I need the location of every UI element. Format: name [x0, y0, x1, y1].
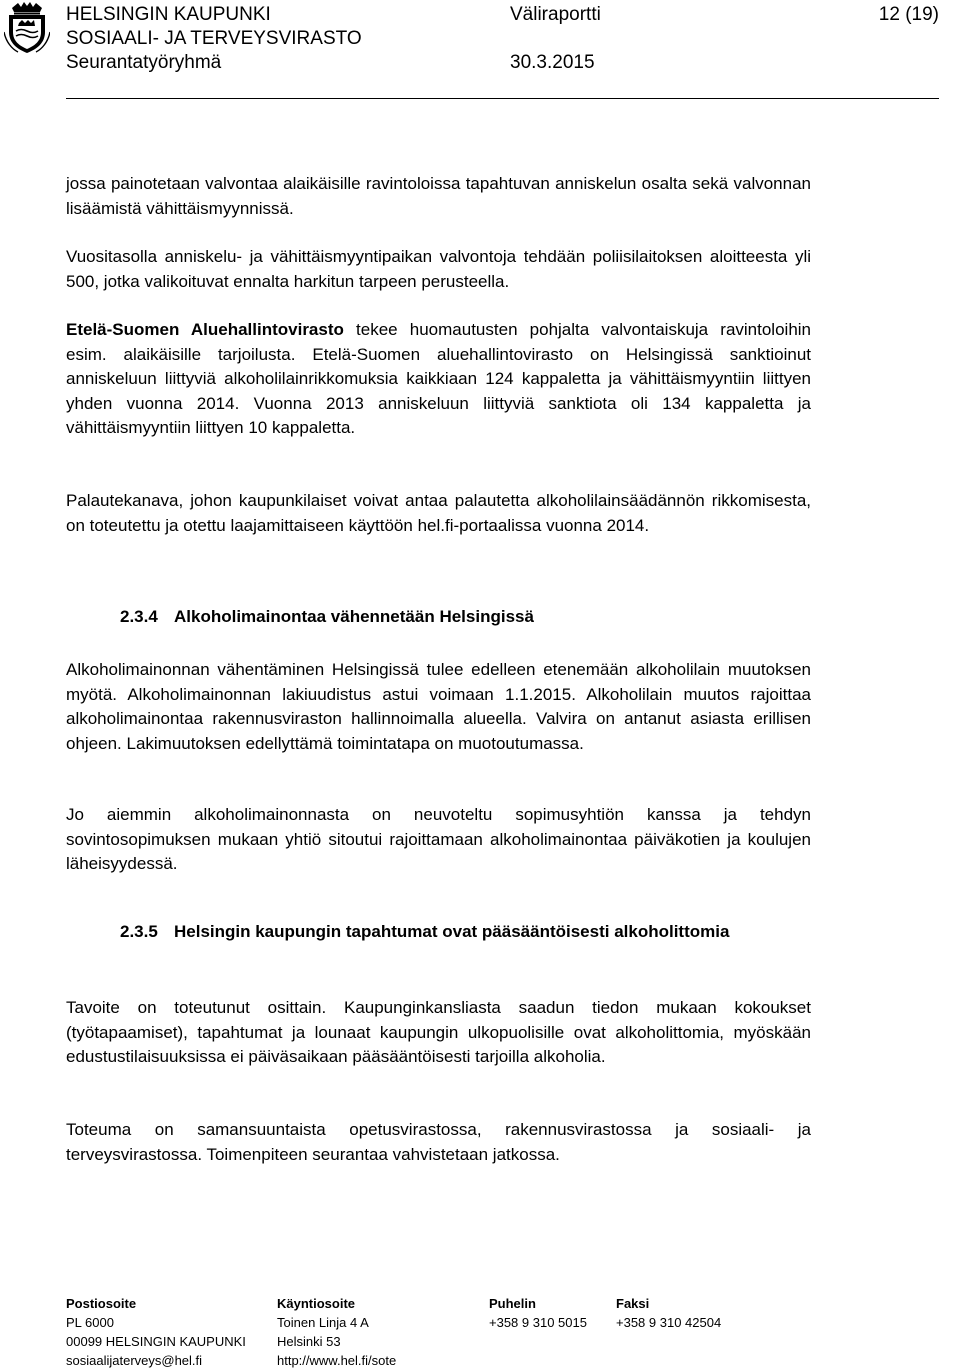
- header-document-info: [510, 3, 601, 75]
- section-heading-2-3-5: [120, 920, 729, 944]
- paragraph: Palautekanava, johon kaupunkilaiset voivat antaa palautetta alkoholilainsäädännön rikkomisesta, on toteutettu ja otettu laajamittaiseen käyttöön hel.fi-portaalissa vuonna 2014.: [66, 491, 811, 535]
- paragraph: Tavoite on toteutunut osittain. Kaupunginkansliasta saadun tiedon mukaan kokoukset (työtapaamiset), tapahtumat ja lounaat kaupungin ulkopuolisille ovat alkoholittomia, myöskään edustustilaisuuksissa ei päiväsaikaan pääsääntöisesti tarjoilla alkoholia.: [66, 998, 811, 1066]
- paragraph: jossa painotetaan valvontaa alaikäisille ravintoloissa tapahtuvan anniskelun osalta sekä valvonnan lisäämistä vähittäismyynnissä.: [66, 174, 811, 218]
- footer-website: http://www.hel.fi/sote: [277, 1353, 397, 1368]
- paragraph: [66, 318, 811, 441]
- paragraph-block-7: [66, 996, 811, 1070]
- section-heading-2-3-4: [120, 605, 534, 629]
- paragraph-block-2: [66, 245, 811, 294]
- footer-fax: Faksi +358 9 310 42504: [616, 1296, 722, 1330]
- paragraph-block-6: [66, 803, 811, 877]
- paragraph-block-4: [66, 489, 811, 538]
- footer-email: sosiaalijaterveys@hel.fi: [66, 1353, 203, 1368]
- paragraph-block-8: [66, 1118, 811, 1167]
- paragraph: Alkoholimainonnan vähentäminen Helsingissä tulee edelleen etenemään alkoholilain muutoksen myötä. Alkoholimainonnan lakiuudistus astui voimaan 1.1.2015. Alkoholilain muutos rajoittaa alkoholimainontaa rakennusviraston hallinnoimalla alueella. Valvira on antanut asiasta erillisen ohjeen. Lakimuutoksen edellyttämä toimintatapa on muotoutumassa.: [66, 660, 811, 753]
- document-type: Väliraportti: [510, 4, 601, 25]
- helsinki-crest-logo: [4, 2, 50, 54]
- section-number: 2.3.4: [120, 607, 158, 626]
- header-department: SOSIAALI- JA TERVEYSVIRASTO: [66, 28, 362, 49]
- header-city: HELSINGIN KAUPUNKI: [66, 4, 271, 25]
- header-organization: [66, 3, 362, 75]
- footer-phone: Puhelin +358 9 310 5015: [489, 1296, 587, 1330]
- header-divider: [66, 98, 939, 99]
- paragraph: Toteuma on samansuuntaista opetusvirastossa, rakennusvirastossa ja sosiaali- ja terveysvirastossa. Toimenpiteen seurantaa vahvistetaan jatkossa.: [66, 1120, 811, 1164]
- footer-postal-address: Postiosoite PL 6000 00099 HELSINGIN KAUPUNKI sosiaalijaterveys@hel.fi: [66, 1296, 246, 1368]
- page-number: 12 (19): [878, 4, 939, 25]
- paragraph-block-3: [66, 318, 811, 441]
- footer-visiting-address: Käyntiosoite Toinen Linja 4 A Helsinki 53 http://www.hel.fi/sote: [277, 1296, 397, 1368]
- header-group: Seurantatyöryhmä: [66, 52, 222, 73]
- section-number: 2.3.5: [120, 922, 158, 941]
- paragraph-block-1: [66, 172, 811, 221]
- section-title: Alkoholimainontaa vähennetään Helsingissä: [174, 607, 534, 626]
- agency-name: Etelä-Suomen Aluehallintovirasto: [66, 320, 344, 339]
- paragraph-text: tekee huomautusten pohjalta valvontaiskuja ravintoloihin esim. alaikäisille tarjoilusta. Etelä-Suomen aluehallintovirasto on Helsingissä sanktioinut anniskeluun liittyviä alkoholilainrikkomuksia kaikkiaan 124 kappaletta ja vähittäismyyntiin liittyen yhden vuonna 2014. Vuonna 2013 anniskeluun liittyviä sanktiota oli 134 kappaletta ja vähittäismyyntiin liittyen 10 kappaletta.: [66, 320, 811, 437]
- document-date: 30.3.2015: [510, 52, 595, 73]
- paragraph-block-5: [66, 658, 811, 756]
- section-title: Helsingin kaupungin tapahtumat ovat pääsääntöisesti alkoholittomia: [174, 922, 730, 941]
- paragraph: Vuositasolla anniskelu- ja vähittäismyyntipaikan valvontoja tehdään poliisilaitoksen aloitteesta yli 500, jotka valikoituvat ennalta harkitun tarpeen perusteella.: [66, 247, 811, 291]
- paragraph: Jo aiemmin alkoholimainonnasta on neuvoteltu sopimusyhtiön kanssa ja tehdyn sovintosopimuksen mukaan yhtiö sitoutui rajoittamaan alkoholimainontaa päiväkotien ja koulujen läheisyydessä.: [66, 805, 811, 873]
